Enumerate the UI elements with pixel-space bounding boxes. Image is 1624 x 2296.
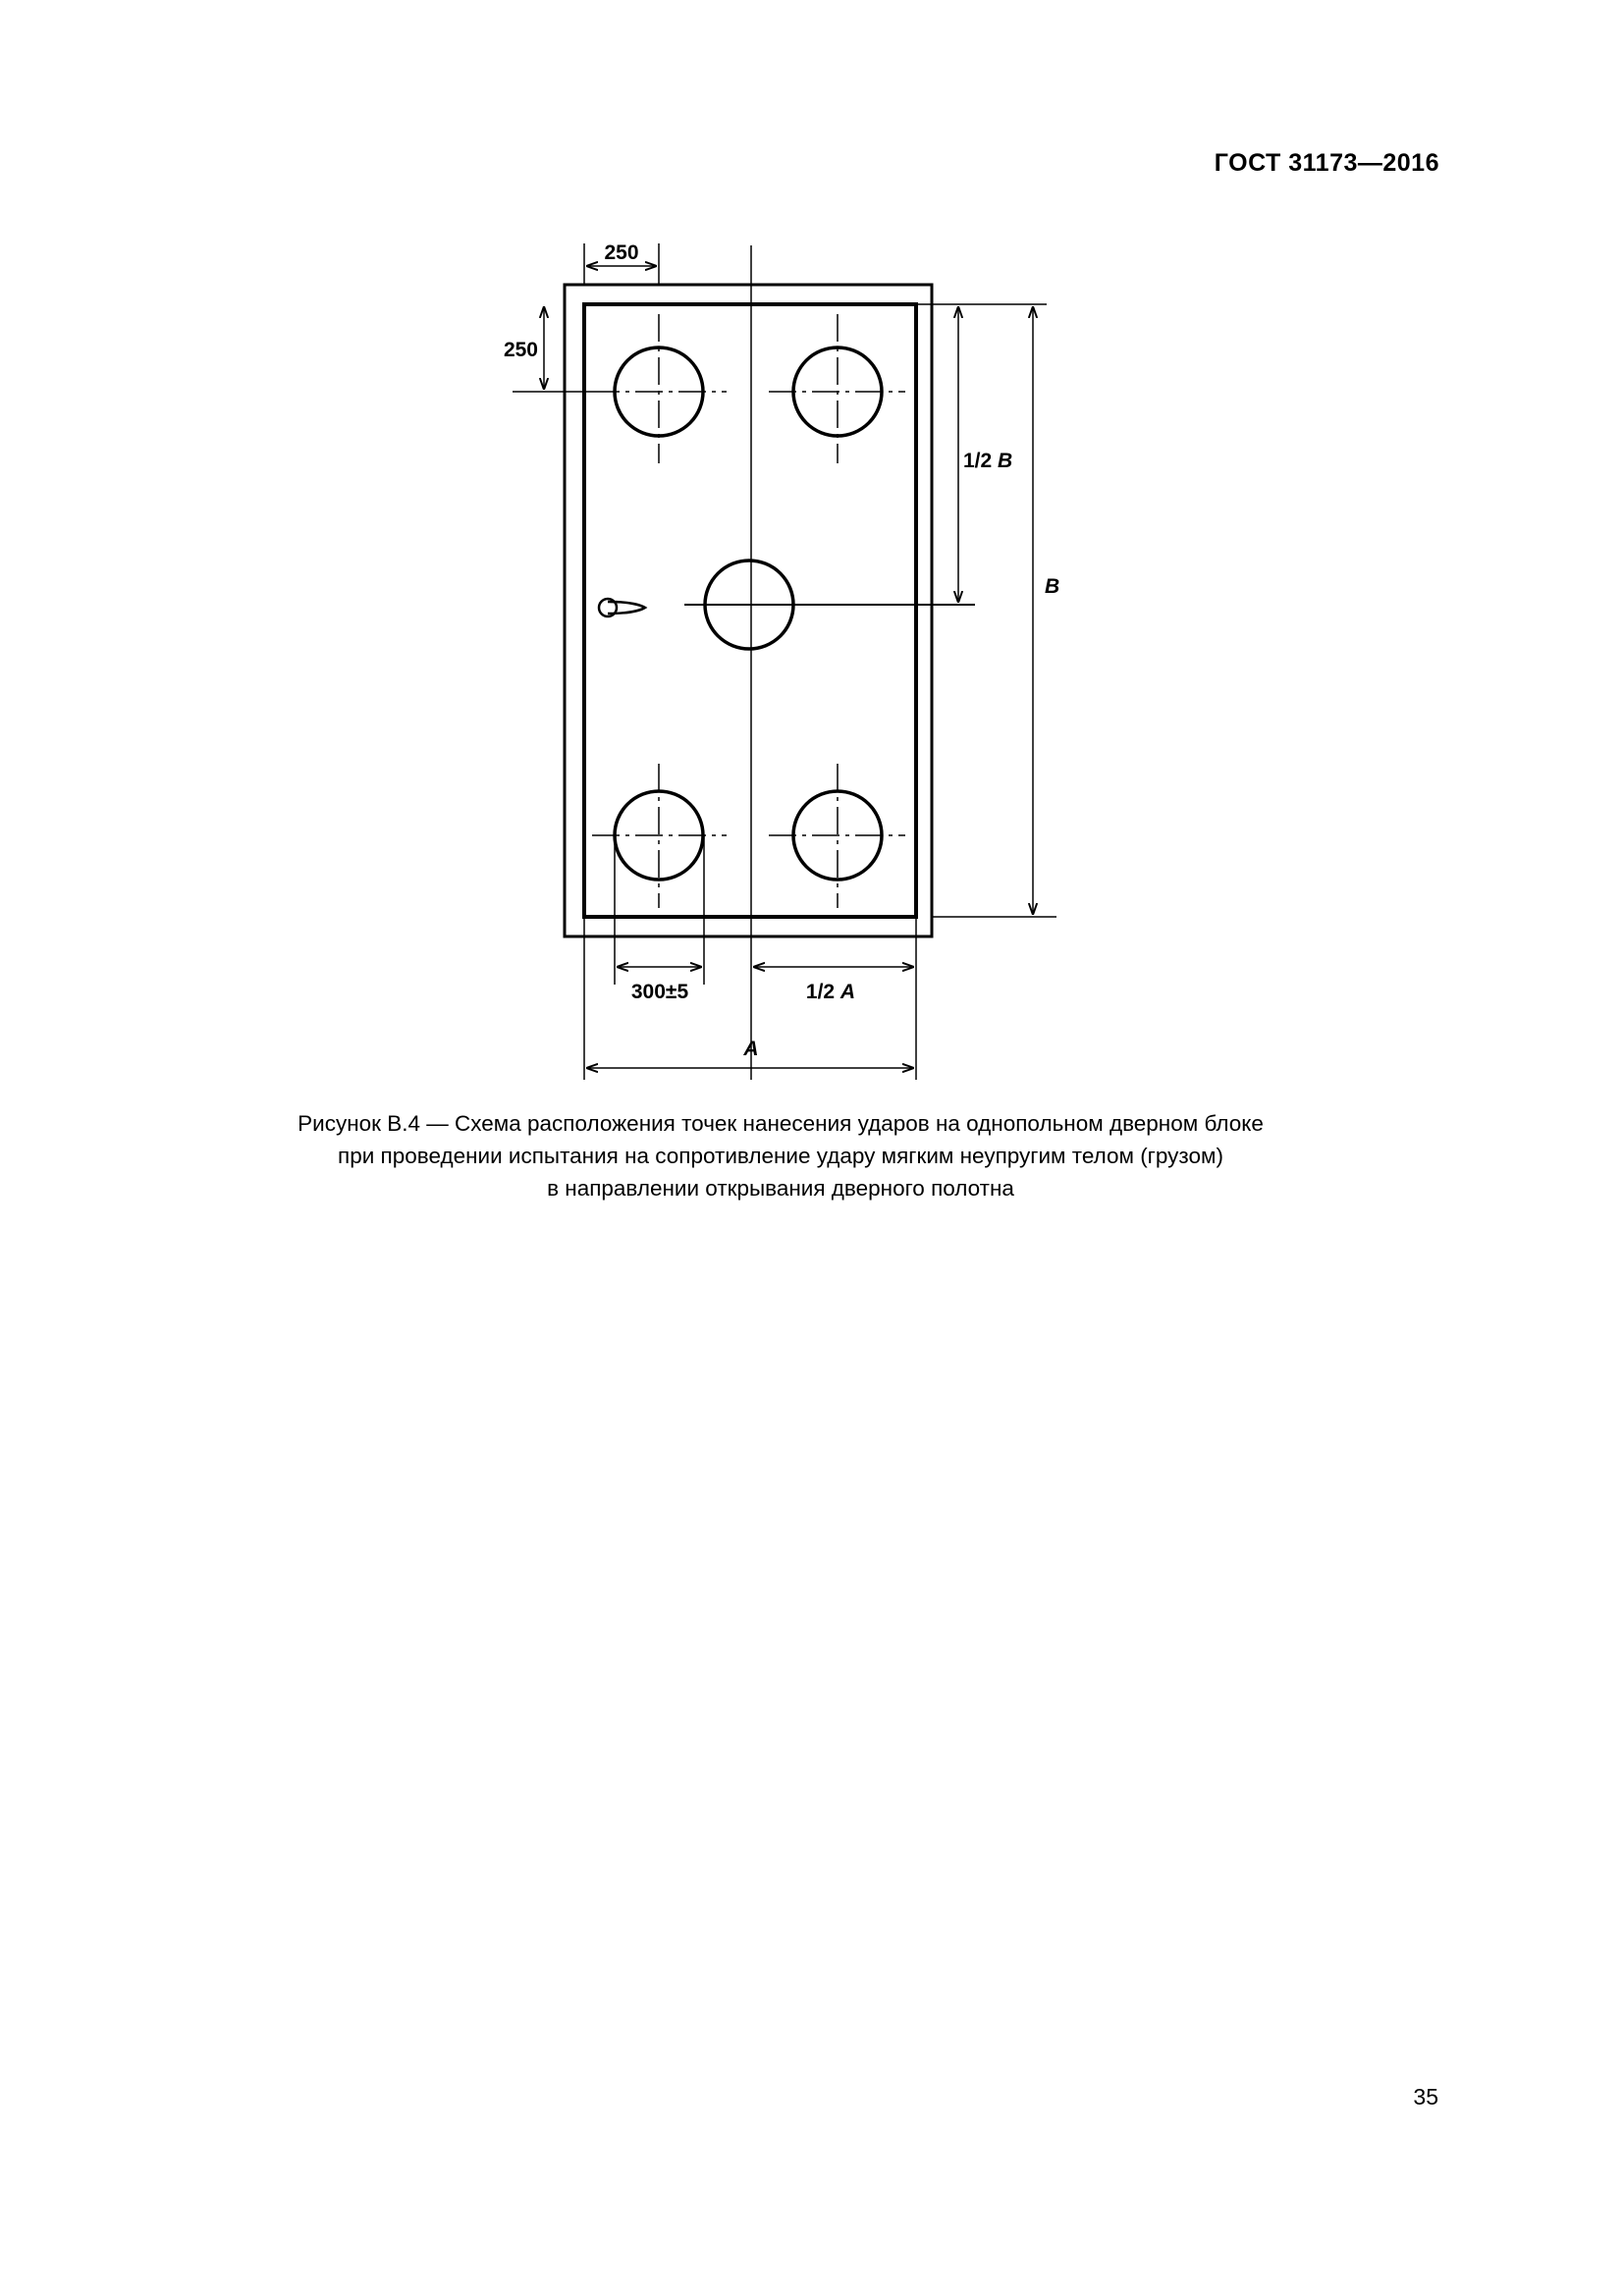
caption-line-3: в направлении открывания дверного полотна — [547, 1176, 1014, 1201]
svg-text:B: B — [1045, 575, 1060, 598]
standard-code: ГОСТ 31173—2016 — [1214, 149, 1439, 177]
dimension-half-height — [958, 306, 1012, 603]
svg-text:A: A — [743, 1038, 759, 1060]
svg-text:250: 250 — [503, 339, 538, 361]
impact-point-bottom-left — [592, 764, 727, 908]
caption-line-2: при проведении испытания на сопротивление удару мягким неупругим телом (грузом) — [338, 1144, 1223, 1168]
dimension-half-width — [753, 917, 916, 1080]
impact-point-bottom-right — [769, 764, 905, 908]
impact-point-top-left — [592, 314, 727, 463]
door-handle-icon — [599, 599, 645, 616]
dimension-offset-horizontal — [584, 241, 659, 285]
impact-point-top-right — [769, 314, 905, 463]
svg-text:1/2 B: 1/2 B — [963, 450, 1013, 472]
svg-text:1/2 A: 1/2 A — [805, 981, 856, 1003]
door-frame — [565, 285, 932, 936]
impact-points-diagram — [0, 0, 1624, 1099]
svg-text:250: 250 — [604, 241, 639, 264]
dimension-offset-vertical — [504, 306, 592, 392]
caption-line-1: Рисунок В.4 — Схема расположения точек нанесения ударов на однопольном дверном блоке — [298, 1111, 1264, 1136]
dimension-height — [1033, 306, 1059, 915]
page-number: 35 — [1413, 2084, 1438, 2109]
svg-text:300±5: 300±5 — [630, 981, 689, 1003]
figure-caption — [196, 1107, 1365, 1204]
